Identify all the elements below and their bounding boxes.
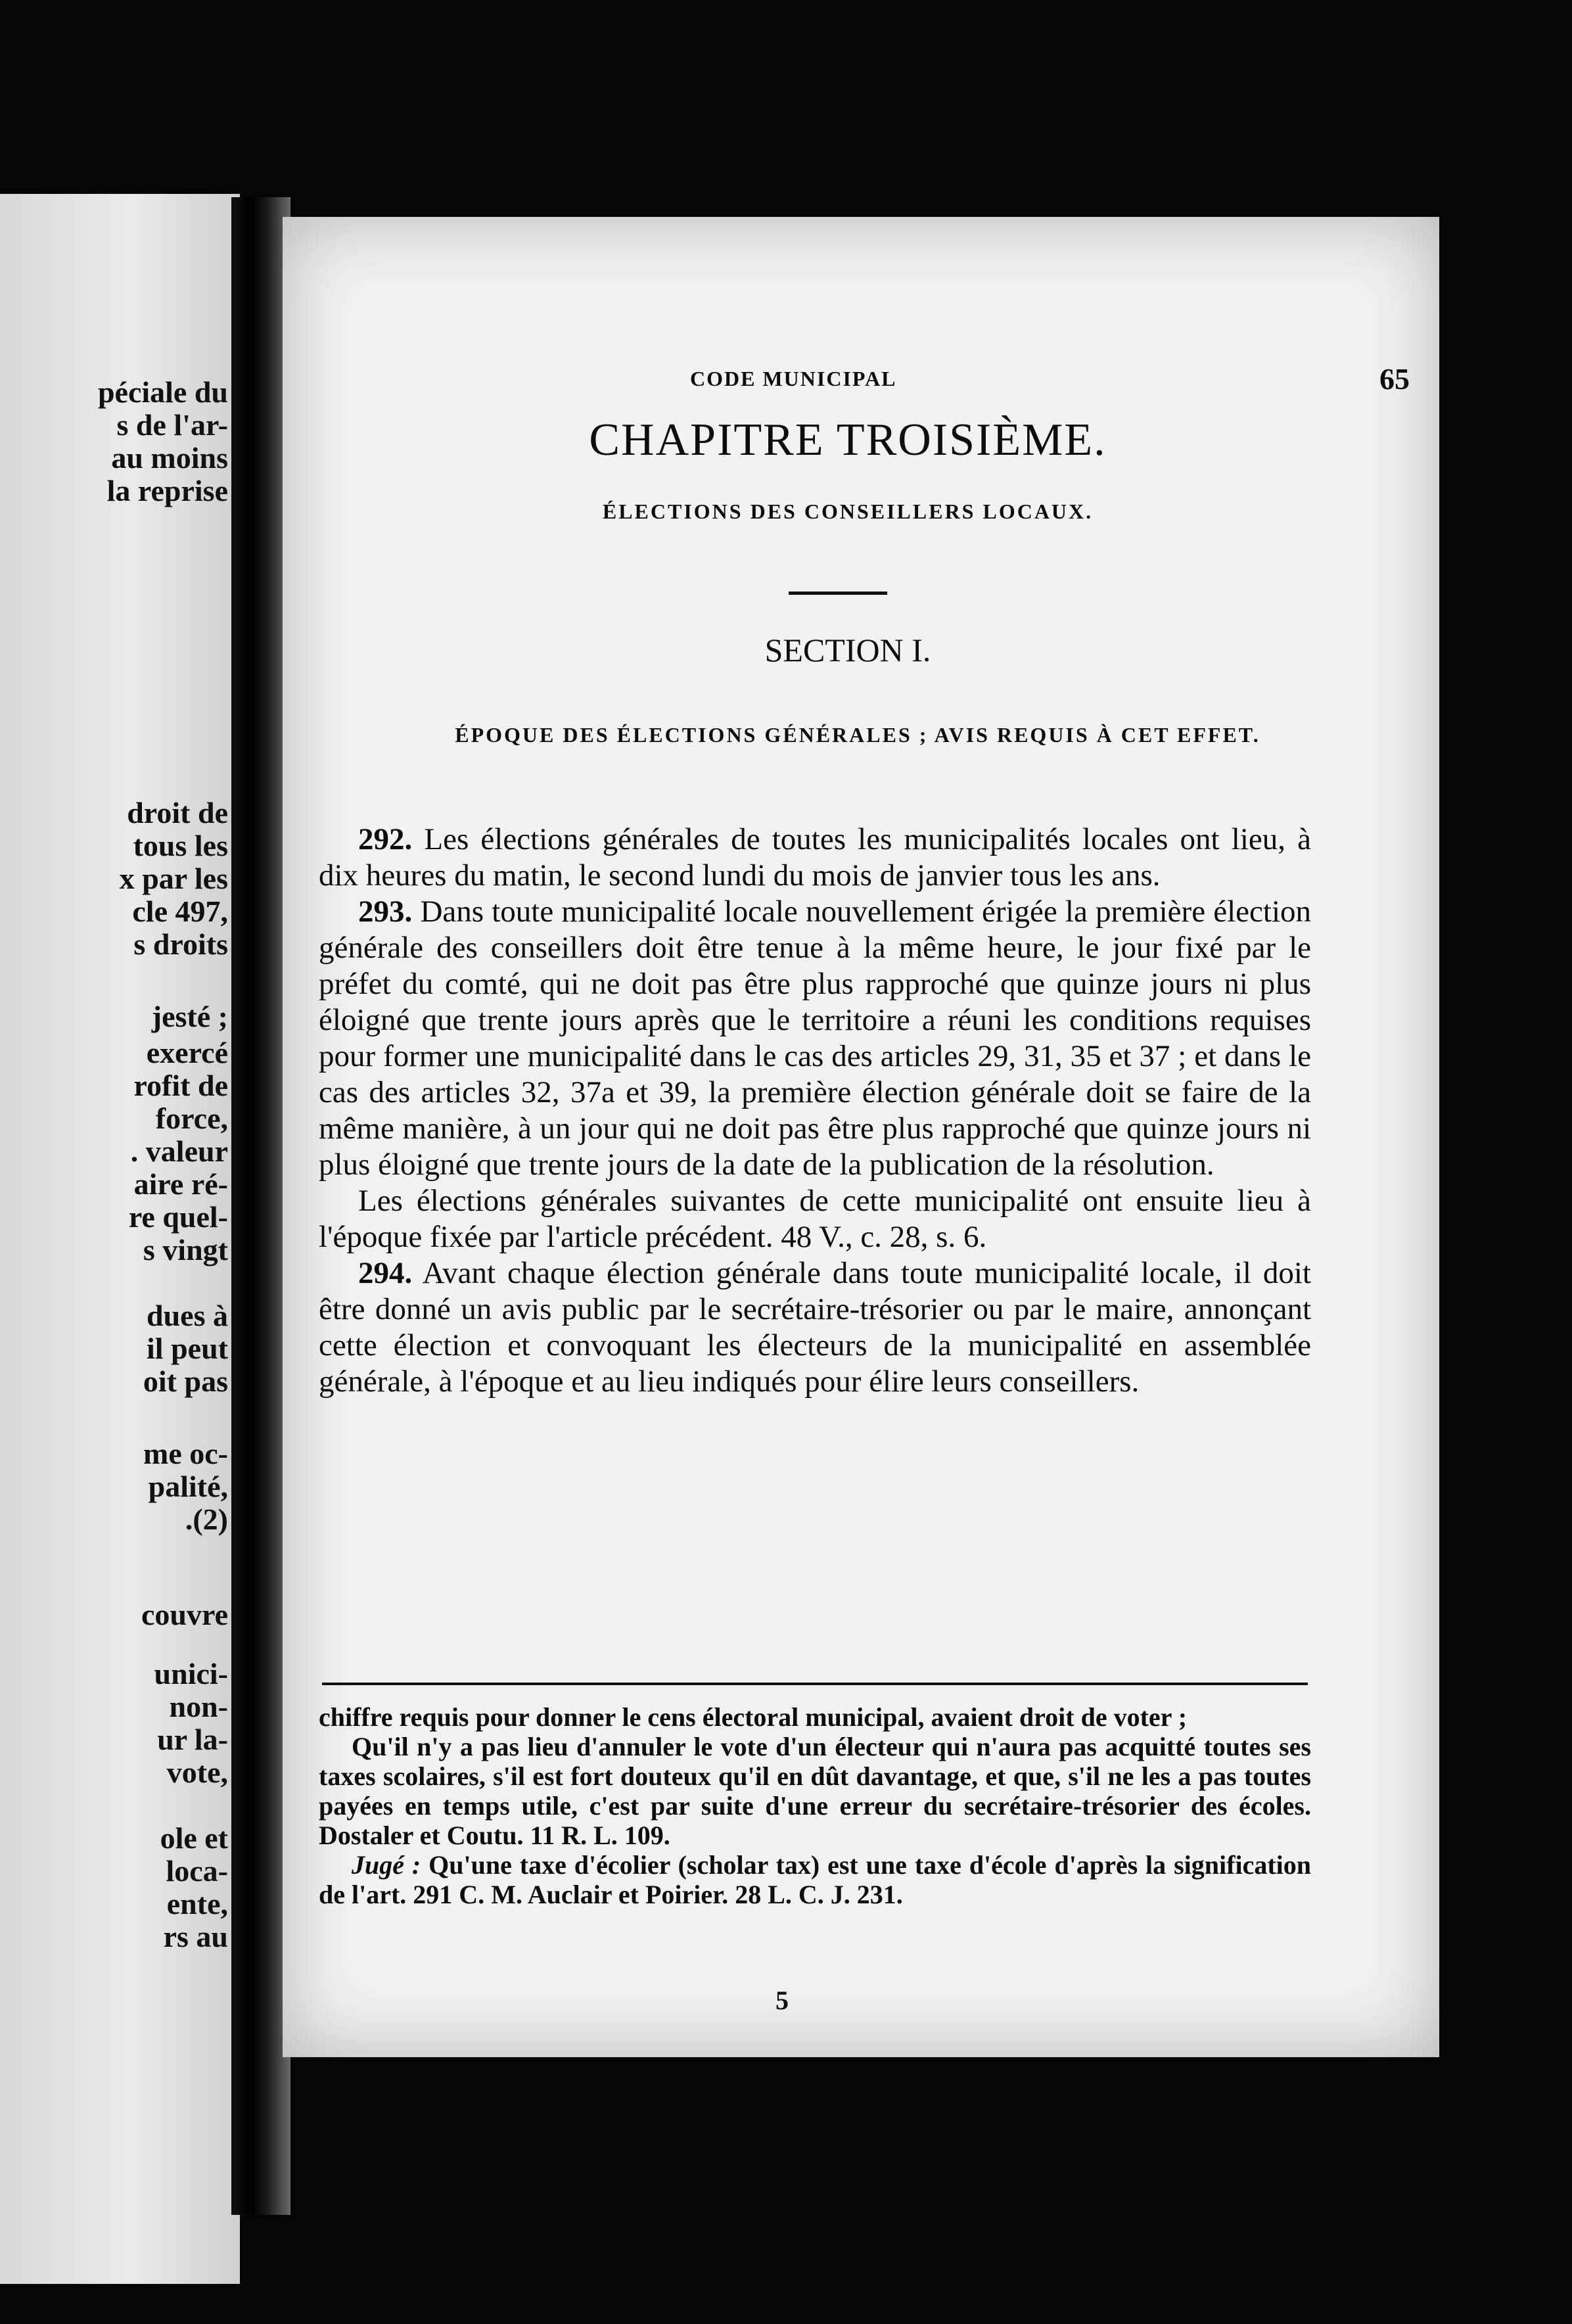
- left-line: ur la-: [157, 1723, 228, 1756]
- left-line: la reprise: [106, 474, 228, 507]
- article-number: 293.: [358, 895, 413, 929]
- left-line: cle 497,: [132, 895, 228, 928]
- left-line: aire ré-: [133, 1167, 228, 1201]
- article-293: [319, 894, 1311, 1183]
- running-head: CODE MUNICIPAL: [690, 367, 897, 390]
- article-number: 292.: [358, 822, 413, 856]
- section-title: SECTION I.: [764, 632, 931, 668]
- footnote-divider: [322, 1683, 1308, 1685]
- left-line: loca-: [166, 1854, 228, 1888]
- left-line: re quel-: [128, 1200, 228, 1234]
- left-line: oit pas: [143, 1364, 228, 1398]
- article-text: Les élections générales suivantes de cette municipalité ont ensuite lieu à l'époque fixée par l'article précédent. 48 V., c. 28, s. 6.: [319, 1184, 1311, 1254]
- left-line: force,: [155, 1102, 228, 1135]
- article-293-continuation: [319, 1183, 1311, 1255]
- article-294: [319, 1255, 1311, 1400]
- main-page: [283, 217, 1439, 2057]
- chapter-title: CHAPITRE TROISIÈME.: [589, 415, 1107, 465]
- title-divider: [789, 592, 887, 595]
- signature-mark: 5: [775, 1986, 789, 2015]
- left-line: palité,: [148, 1470, 228, 1503]
- left-line: x par les: [119, 862, 228, 895]
- left-line: jesté ;: [151, 1000, 228, 1033]
- left-line: unici-: [154, 1657, 228, 1690]
- left-line: rofit de: [133, 1069, 228, 1102]
- left-line: exercé: [146, 1036, 228, 1069]
- footnote-juge: [319, 1850, 1311, 1909]
- footnote-paragraph: chiffre requis pour donner le cens électoral municipal, avaient droit de voter ;: [319, 1702, 1188, 1732]
- section-subtitle: ÉPOQUE DES ÉLECTIONS GÉNÉRALES ; AVIS REQUIS À CET EFFET.: [455, 723, 1260, 747]
- left-line: vote,: [166, 1755, 228, 1789]
- footnote-paragraph: Qu'il n'y a pas lieu d'annuler le vote d'un électeur qui n'aura pas acquitté toutes ses taxes scolaires, s'il est fort douteux qu'il en dût davantage, et que, s'il ne les a pas toutes payées en temps utile, c'est par suite d'une erreur du secrétaire-trésorier des écoles. Dostaler et Coutu. 11 R. L. 109.: [319, 1732, 1311, 1850]
- article-text: Avant chaque élection générale dans toute municipalité locale, il doit être donné un avis public par le secrétaire-trésorier ou par le maire, annonçant cette élection et convoquant les électeurs de la municipalité en assemblée générale, à l'époque et au lieu indiqués pour élire leurs conseillers.: [319, 1256, 1311, 1399]
- left-line: . valeur: [130, 1134, 228, 1168]
- book-spine-gutter: [231, 197, 290, 2215]
- article-292: [319, 822, 1311, 894]
- left-line: s droits: [133, 927, 228, 961]
- left-line: non-: [169, 1690, 228, 1723]
- left-line: dues à: [147, 1299, 228, 1332]
- left-line: .(2): [185, 1502, 228, 1536]
- article-text: Les élections générales de toutes les municipalités locales ont lieu, à dix heures du matin, le second lundi du mois de janvier tous les ans.: [319, 822, 1312, 893]
- footnotes: [319, 1702, 1311, 1909]
- left-line: il peut: [147, 1332, 228, 1365]
- left-line: s vingt: [143, 1233, 228, 1267]
- previous-page-fragment: [0, 194, 240, 2284]
- page-number: 65: [1379, 362, 1410, 396]
- left-line: me oc-: [143, 1437, 228, 1470]
- left-line: au moins: [111, 441, 228, 475]
- left-line: ole et: [160, 1821, 228, 1855]
- left-line: ente,: [166, 1887, 228, 1920]
- left-line: couvre: [141, 1598, 228, 1631]
- juge-text: Qu'une taxe d'écolier (scholar tax) est une taxe d'école d'après la signification de l'art. 291 C. M. Auclair et Poirier. 28 L. C. J. 231.: [319, 1850, 1311, 1909]
- chapter-subtitle: ÉLECTIONS DES CONSEILLERS LOCAUX.: [602, 500, 1094, 523]
- article-number: 294.: [358, 1256, 413, 1290]
- article-text: Dans toute municipalité locale nouvellement érigée la première élection générale des conseillers doit être tenue à la même heure, le jour fixé par le préfet du comté, qui ne doit pas être plus rapproché que quinze jours ni plus éloigné que trente jours après que le territoire a réuni les conditions requises pour former une municipalité dans le cas des articles 29, 31, 35 et 37 ; et dans le cas des articles 32, 37a et 39, la première élection générale doit se faire de la même manière, à un jour qui ne doit pas être plus rapproché que quinze jours ni plus éloigné que trente jours de la date de la publication de la résolution.: [319, 895, 1312, 1182]
- left-line: péciale du: [97, 375, 228, 409]
- left-line: s de l'ar-: [116, 408, 228, 442]
- left-line: droit de: [127, 796, 228, 829]
- article-body: [319, 822, 1311, 1400]
- left-line: tous les: [133, 829, 228, 862]
- left-line: rs au: [163, 1920, 228, 1953]
- juge-label: Jugé :: [352, 1850, 421, 1880]
